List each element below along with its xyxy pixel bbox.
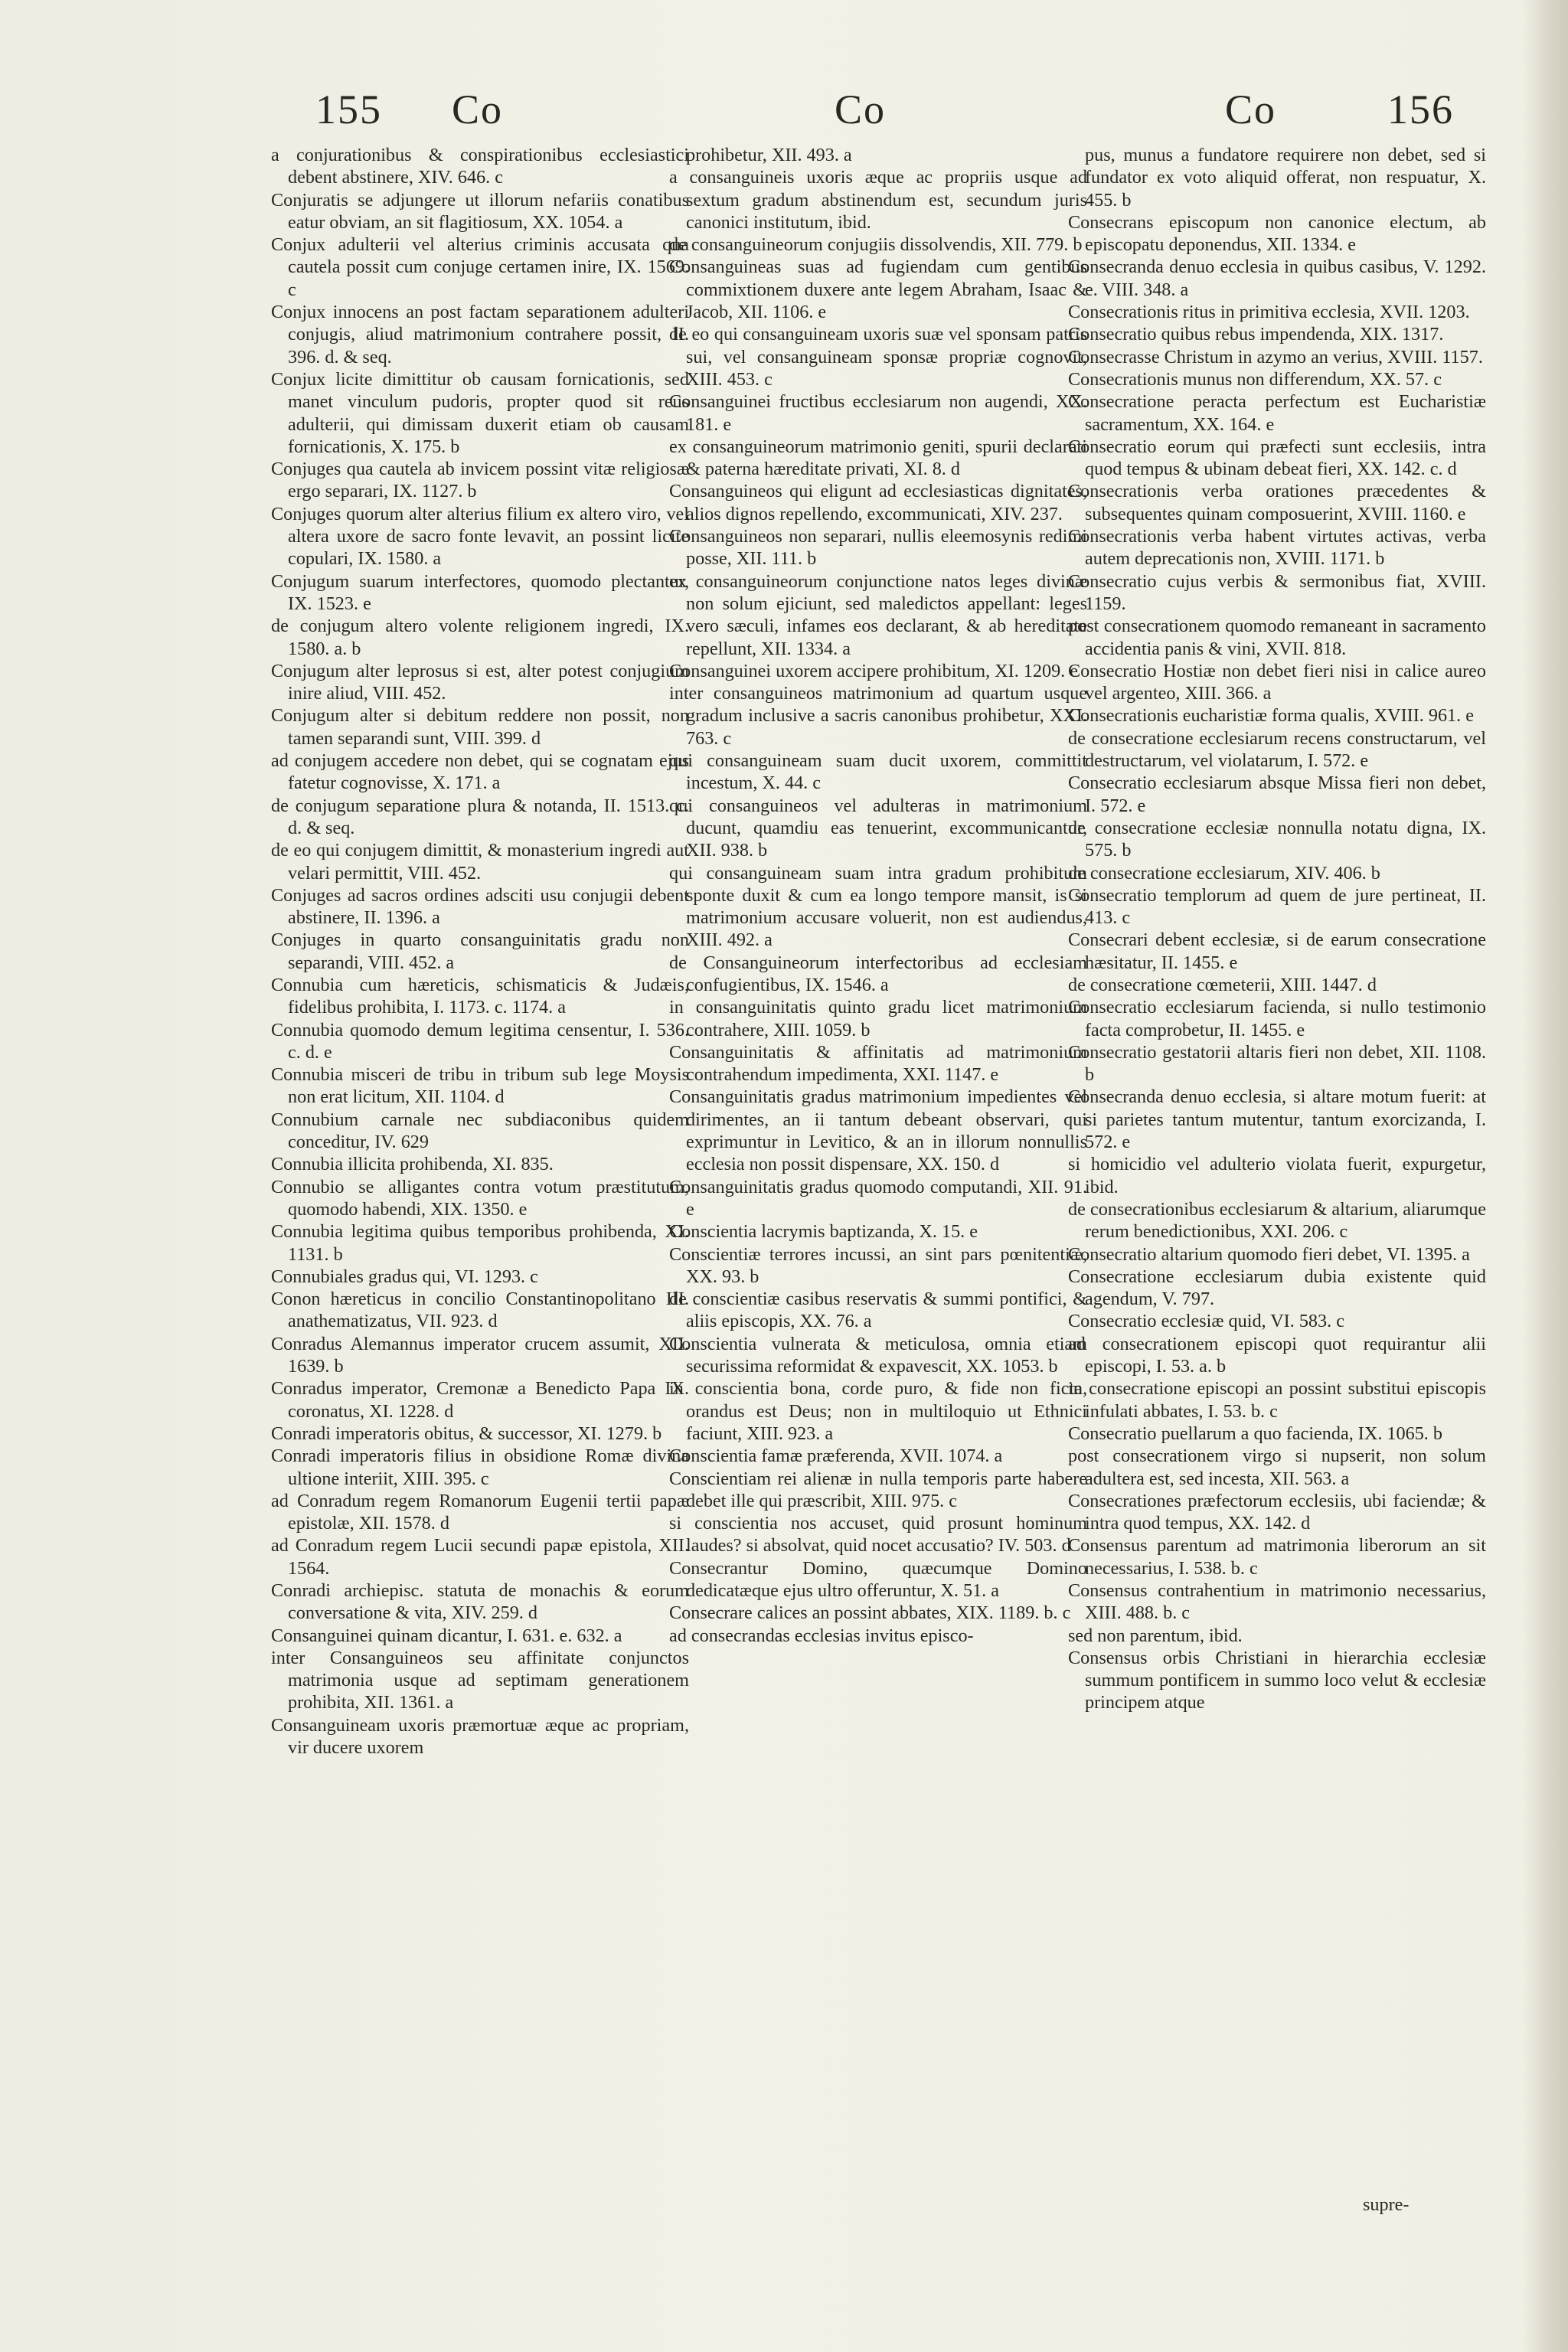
index-entry: Connubia misceri de tribu in tribum sub lege Moysis non erat licitum, XII. 1104. d [271,1064,689,1108]
running-head-right: Co [1225,87,1277,132]
index-entry: sed non parentum, ibid. [1068,1625,1243,1646]
index-entry: Connubia legitima quibus temporibus prohibenda, XI. 1131. b [271,1221,689,1265]
index-entry: qui consanguineam suam ducit uxorem, committit incestum, X. 44. c [669,750,1087,794]
index-entry: de Consanguineorum interfectoribus ad ecclesiam confugientibus, IX. 1546. a [669,952,1087,995]
running-head-center: Co [835,87,887,132]
index-entry: de conscientiæ casibus reservatis & summi pontifici, & aliis episcopis, XX. 76. a [669,1289,1087,1332]
index-entry: Conscientia vulnerata & meticulosa, omnia etiam securissima reformidat & expavescit, XX. 1053. b [669,1333,1087,1377]
index-entry: Consecranda denuo ecclesia, si altare motum fuerit: at si parietes tantum mutentur, tantum exorcizanda, I. 572. e [1068,1086,1486,1153]
index-entry: Consecratione ecclesiarum dubia existente quid agendum, V. 797. [1068,1266,1486,1310]
index-column-1 [271,144,689,1759]
index-entry: Consensus parentum ad matrimonia liberorum an sit necessarius, I. 538. b. c [1068,1535,1486,1579]
index-entry: Conjugum suarum interfectores, quomodo plectantur, IX. 1523. e [271,570,689,614]
index-column-3 [1068,144,1486,1714]
index-entry: Conscientiæ terrores incussi, an sint pars pœnitentiæ, XX. 93. b [669,1243,1087,1287]
index-entry: Conradus imperator, Cremonæ a Benedicto Papa IX. coronatus, XI. 1228. d [271,1378,689,1422]
index-entry: Consecrationis ritus in primitiva ecclesia, XVII. 1203. [1068,302,1470,323]
index-entry: de consecratione ecclesiæ nonnulla notatu digna, IX. 575. b [1068,817,1486,861]
index-entry: Connubia illicita prohibenda, XI. 835. [271,1154,554,1175]
running-head-left: Co [452,87,504,132]
index-entry: Connubiales gradus qui, VI. 1293. c [271,1266,538,1287]
index-entry: Conjux licite dimittitur ob causam fornicationis, sed manet vinculum pudoris, propter quod sit reus adulterii, qui dimissam duxerit etiam ob causam fornicationis, X. 175. b [271,368,689,457]
index-entry: de conjugum altero volente religionem ingredi, IX. 1580. a. b [271,616,689,659]
index-entry: Consecratio puellarum a quo facienda, IX. 1065. b [1068,1423,1442,1444]
index-entry: Consecrationis verba habent virtutes activas, verba autem deprecationis non, XVIII. 1171. b [1068,526,1486,570]
index-entry: de consecratione ecclesiarum, XIV. 406. b [1068,862,1380,884]
index-column-2 [669,144,1087,1647]
index-entry: Conjux adulterii vel alterius criminis accusata qua cautela possit cum conjuge certamen inire, IX. 1569. c [271,234,689,300]
index-entry: Consanguinitatis gradus quomodo computandi, XII. 91. e [669,1176,1087,1220]
index-entry: Consecratio cujus verbis & sermonibus fiat, XVIII. 1159. [1068,570,1486,614]
index-entry: de consecrationibus ecclesiarum & altarium, aliarumque rerum benedictionibus, XXI. 206. c [1068,1198,1486,1243]
index-entry: Connubia cum hæreticis, schismaticis & Judæis, fidelibus prohibita, I. 1173. c. 1174. a [271,974,689,1018]
index-entry: ex consanguineorum conjunctione natos leges divinæ non solum ejiciunt, sed maledictos appellant: leges vero sæculi, infames eos declarant, & ab hereditate repellunt, XII. 1334. a [669,570,1087,659]
index-entry: Consanguinei fructibus ecclesiarum non augendi, XX. 181. e [669,391,1087,435]
index-entry: Conscientiam rei alienæ in nulla temporis parte habere debet ille qui præscribit, XIII. 975. c [669,1468,1087,1511]
index-entry: Conon hæreticus in concilio Constantinopolitano III. anathematizatus, VII. 923. d [271,1289,689,1332]
index-entry: Consanguineos non separari, nullis eleemosynis redimi posse, XII. 111. b [669,526,1087,570]
index-entry: Consecrans episcopum non canonice electum, ab episcopatu deponendus, XII. 1334. e [1068,211,1486,256]
index-entry: de consecratione ecclesiarum recens constructarum, vel destructarum, vel violatarum, I. 572. e [1068,727,1486,772]
index-entry: Consecrationis verba orationes præcedentes & subsequentes quinam composuerint, XVIII. 1160. e [1068,481,1486,524]
page-number-left: 155 [315,87,382,132]
index-entry: qui consanguineos vel adulteras in matrimonium ducunt, quamdiu eas tenuerint, excommunicantur, XII. 938. b [669,795,1087,861]
index-entry: qui consanguineam suam intra gradum prohibitum sponte duxit & cum ea longo tempore mansit, is si matrimonium accusare voluerit, non est audiendus, XIII. 492. a [669,862,1087,951]
index-entry: a conjurationibus & conspirationibus ecclesiastici debent abstinere, XIV. 646. c [271,145,689,188]
index-entry: Consensus contrahentium in matrimonio necessarius, XIII. 488. b. c [1068,1580,1486,1624]
index-entry: Conjuges ad sacros ordines adsciti usu conjugii debent abstinere, II. 1396. a [271,884,689,929]
index-entry: Consanguinei uxorem accipere prohibitum, XI. 1209. e [669,660,1079,681]
index-entry: Consecratio eorum qui præfecti sunt ecclesiis, intra quod tempus & ubinam debeat fieri, XX. 142. c. d [1068,436,1486,480]
index-entry: Conradus Alemannus imperator crucem assumit, XII. 1639. b [271,1333,689,1377]
index-entry: post consecrationem quomodo remaneant in sacramento accidentia panis & vini, XVII. 818. [1068,616,1486,659]
index-entry: de eo qui conjugem dimittit, & monasterium ingredi aut velari permittit, VIII. 452. [271,840,689,884]
index-entry: Consecrationis munus non differendum, XX. 57. c [1068,368,1442,390]
index-entry: si conscientia nos accuset, quid prosunt hominum laudes? si absolvat, quid nocet accusatio? IV. 503. d [669,1513,1087,1557]
index-entry: si homicidio vel adulterio violata fuerit, expurgetur, ibid. [1068,1154,1486,1197]
index-entry: Conradi imperatoris filius in obsidione Romæ divina ultione interiit, XIII. 395. c [271,1446,689,1489]
index-entry: Conjuges in quarto consanguinitatis gradu non separandi, VIII. 452. a [271,929,689,973]
index-entry: Consecrantur Domino, quæcumque Domino dedicatæque ejus ultro offeruntur, X. 51. a [669,1557,1087,1601]
index-entry: Consecratio gestatorii altaris fieri non debet, XII. 1108. b [1068,1041,1486,1086]
index-entry: post consecrationem virgo si nupserit, non solum adultera est, sed incesta, XII. 563. a [1068,1446,1486,1489]
index-entry: de conjugum separatione plura & notanda, II. 1513. c. d. & seq. [271,795,689,838]
index-entry: Consecrasse Christum in azymo an verius, XVIII. 1157. [1068,346,1483,368]
index-entry: Connubia quomodo demum legitima censentur, I. 536. c. d. e [271,1019,689,1063]
index-entry: ad Conradum regem Lucii secundi papæ epistola, XII. 1564. [271,1535,689,1579]
index-entry: Consecratio ecclesiarum absque Missa fieri non debet, I. 572. e [1068,773,1486,816]
index-entry: ad conjugem accedere non debet, qui se cognatam ejus fatetur cognovisse, X. 171. a [271,750,689,794]
index-entry: Connubium carnale nec subdiaconibus quidem conceditur, IV. 629 [271,1109,689,1153]
index-entry: Consensus orbis Christiani in hierarchia ecclesiæ summum pontificem in summo loco velut & ecclesiæ principem atque [1068,1647,1486,1713]
index-entry: de consecratione cœmeterii, XIII. 1447. d [1068,974,1377,995]
page-number-right: 156 [1387,87,1454,132]
index-entry: Conscientia lacrymis baptizanda, X. 15. e [669,1221,978,1243]
index-entry: Conjuges quorum alter alterius filium ex altero viro, vel altera uxore de sacro fonte levavit, an possint licite copulari, IX. 1580. a [271,503,689,570]
index-entry: Consecrationis eucharistiæ forma qualis, XVIII. 961. e [1068,705,1474,727]
index-entry: in conscientia bona, corde puro, & fide non ficta, orandus est Deus; non in multiloquio ut Ethnici faciunt, XIII. 923. a [669,1378,1087,1444]
index-entry: ad consecrandas ecclesias invitus episco- [669,1625,974,1646]
index-entry: Conjuratis se adjungere ut illorum nefariis conatibus eatur obviam, an sit flagitiosum, XX. 1054. a [271,189,689,233]
index-entry: de consanguineorum conjugiis dissolvendis, XII. 779. b [669,234,1083,256]
index-entry: ex consanguineorum matrimonio geniti, spurii declarati & paterna hæreditate privati, XI. 8. d [669,436,1087,480]
index-entry: Consanguineos qui eligunt ad ecclesiasticas dignitates, alios dignos repellendo, excommunicati, XIV. 237. [669,481,1087,524]
index-entry: inter Consanguineos seu affinitate conjunctos matrimonia usque ad septimam generationem prohibita, XII. 1361. a [271,1647,689,1713]
index-entry: Consecratio Hostiæ non debet fieri nisi in calice aureo vel argenteo, XIII. 366. a [1068,660,1486,704]
index-entry: Consecratio ecclesiæ quid, VI. 583. c [1068,1311,1344,1332]
index-entry: inter consanguineos matrimonium ad quartum usque gradum inclusive a sacris canonibus prohibetur, XXI. 763. c [669,683,1087,749]
index-entry: Connubio se alligantes contra votum præstitutum, quomodo habendi, XIX. 1350. e [271,1176,689,1220]
index-entry: in consanguinitatis quinto gradu licet matrimonium contrahere, XIII. 1059. b [669,997,1087,1040]
index-entry: Conjugum alter si debitum reddere non possit, non tamen separandi sunt, VIII. 399. d [271,705,689,749]
index-entry: Consecranda denuo ecclesia in quibus casibus, V. 1292. e. VIII. 348. a [1068,256,1486,300]
index-entry: Conradi archiepisc. statuta de monachis & eorum conversatione & vita, XIV. 259. d [271,1580,689,1624]
running-header [0,86,1568,147]
index-entry: a consanguineis uxoris æque ac propriis usque ad sextum gradum abstinendum est, secundum juris canonici institutum, ibid. [669,167,1087,233]
index-entry: Consanguineas suas ad fugiendam cum gentibus commixtionem duxere ante legem Abraham, Isaac & Jacob, XII. 1106. e [669,256,1087,323]
index-entry: Conjux innocens an post factam separationem adulteri conjugis, aliud matrimonium contrahere possit, II. 396. d. & seq. [271,302,689,368]
index-entry: Consecratio ecclesiarum facienda, si nullo testimonio facta comprobetur, II. 1455. e [1068,997,1486,1040]
index-entry: Consecratio altarium quomodo fieri debet, VI. 1395. a [1068,1243,1470,1265]
index-entry: de eo qui consanguineam uxoris suæ vel sponsam patris sui, vel consanguineam sponsæ propriæ cognovit, XIII. 453. c [669,324,1087,390]
index-entry: in consecratione episcopi an possint substitui episcopis infulati abbates, I. 53. b. c [1068,1378,1486,1422]
index-entry: Conscientia famæ præferenda, XVII. 1074. a [669,1446,1003,1467]
catchword: supre- [1363,2194,1410,2215]
index-entry: Conjugum alter leprosus si est, alter potest conjugium inire aliud, VIII. 452. [271,660,689,704]
page-fold-shadow [1522,0,1568,2352]
index-entry: ad Conradum regem Romanorum Eugenii tertii papæ epistolæ, XII. 1578. d [271,1490,689,1534]
index-entry: Consecrari debent ecclesiæ, si de earum consecratione hæsitatur, II. 1455. e [1068,929,1486,973]
index-entry: Consecrationes præfectorum ecclesiis, ubi faciendæ; & intra quod tempus, XX. 142. d [1068,1490,1486,1534]
index-entry: Consecratio quibus rebus impendenda, XIX. 1317. [1068,324,1444,345]
index-entry: Consanguinitatis & affinitatis ad matrimonium contrahendum impedimenta, XXI. 1147. e [669,1041,1087,1086]
index-entry: Conradi imperatoris obitus, & successor, XI. 1279. b [271,1423,662,1444]
index-entry: pus, munus a fundatore requirere non debet, sed si fundator ex voto aliquid offerat, non respuatur, X. 455. b [1085,145,1486,211]
index-entry: Consanguinei quinam dicantur, I. 631. e. 632. a [271,1625,622,1646]
index-entry: Consecrare calices an possint abbates, XIX. 1189. b. c [669,1602,1071,1624]
index-entry: Consecratio templorum ad quem de jure pertineat, II. 413. c [1068,884,1486,929]
index-entry: ad consecrationem episcopi quot requirantur alii episcopi, I. 53. a. b [1068,1333,1486,1377]
index-entry: prohibetur, XII. 493. a [686,145,852,165]
index-entry: Consanguineam uxoris præmortuæ æque ac propriam, vir ducere uxorem [271,1714,689,1759]
index-entry: Consecratione peracta perfectum est Eucharistiæ sacramentum, XX. 164. e [1068,391,1486,435]
index-entry: Conjuges qua cautela ab invicem possint vitæ religiosæ ergo separari, IX. 1127. b [271,459,689,502]
index-entry: Consanguinitatis gradus matrimonium impedientes vel dirimentes, an ii tantum debeant observari, qui exprimuntur in Levitico, & an in illorum nonnullis ecclesia non possit dispensare, XX. 150. d [669,1086,1087,1175]
